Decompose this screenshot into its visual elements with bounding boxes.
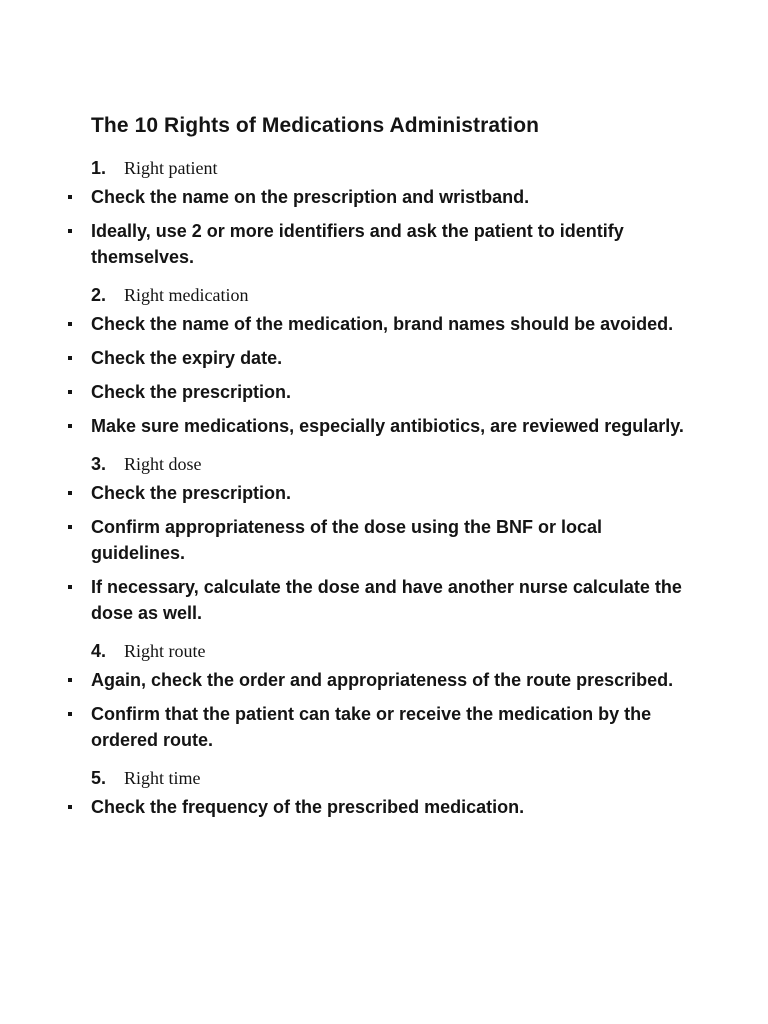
bullet-list [0,794,768,820]
square-bullet-icon [68,424,72,428]
section-label: Right medication [124,285,249,305]
list-item-text: Confirm that the patient can take or receive the medication by the ordered route. [91,704,652,750]
section-number: 3. [91,454,107,474]
list-item [0,480,768,506]
square-bullet-icon [68,322,72,326]
section-heading [91,641,768,665]
bullet-list [0,311,768,439]
square-bullet-icon [68,805,72,809]
section-label: Right time [124,768,201,788]
section-label: Right route [124,641,206,661]
list-item [0,218,768,270]
section-number: 1. [91,158,107,178]
bullet-list [0,184,768,270]
list-item-text: Check the name on the prescription and wristband. [91,187,530,207]
list-item [0,379,768,405]
section-right-patient [0,158,768,270]
list-item [0,794,768,820]
list-item-text: Again, check the order and appropriateness of the route prescribed. [91,670,674,690]
square-bullet-icon [68,525,72,529]
section-heading [91,285,768,309]
section-label: Right patient [124,158,218,178]
list-item-text: Make sure medications, especially antibiotics, are reviewed regularly. [91,416,684,436]
square-bullet-icon [68,491,72,495]
bullet-list [0,480,768,626]
section-right-route [0,641,768,753]
section-number: 4. [91,641,107,661]
list-item-text: Check the prescription. [91,483,292,503]
list-item [0,311,768,337]
list-item [0,574,768,626]
list-item [0,184,768,210]
square-bullet-icon [68,390,72,394]
list-item-text: Check the expiry date. [91,348,283,368]
square-bullet-icon [68,712,72,716]
section-heading [91,158,768,182]
section-heading [91,768,768,792]
square-bullet-icon [68,356,72,360]
sections-list [0,158,768,835]
square-bullet-icon [68,229,72,233]
section-heading [91,454,768,478]
section-label: Right dose [124,454,202,474]
section-right-medication [0,285,768,439]
document-title: The 10 Rights of Medications Administration [91,114,540,137]
list-item-text: Confirm appropriateness of the dose using the BNF or local guidelines. [91,517,603,563]
list-item [0,701,768,753]
list-item-text: If necessary, calculate the dose and have another nurse calculate the dose as well. [91,577,682,623]
list-item [0,413,768,439]
list-item-text: Check the prescription. [91,382,292,402]
list-item-text: Check the name of the medication, brand names should be avoided. [91,314,674,334]
list-item-text: Ideally, use 2 or more identifiers and ask the patient to identify themselves. [91,221,624,267]
square-bullet-icon [68,585,72,589]
list-item [0,667,768,693]
section-right-time [0,768,768,820]
list-item-text: Check the frequency of the prescribed medication. [91,797,525,817]
list-item [0,514,768,566]
square-bullet-icon [68,678,72,682]
square-bullet-icon [68,195,72,199]
section-number: 2. [91,285,107,305]
list-item [0,345,768,371]
section-number: 5. [91,768,107,788]
bullet-list [0,667,768,753]
section-right-dose [0,454,768,626]
